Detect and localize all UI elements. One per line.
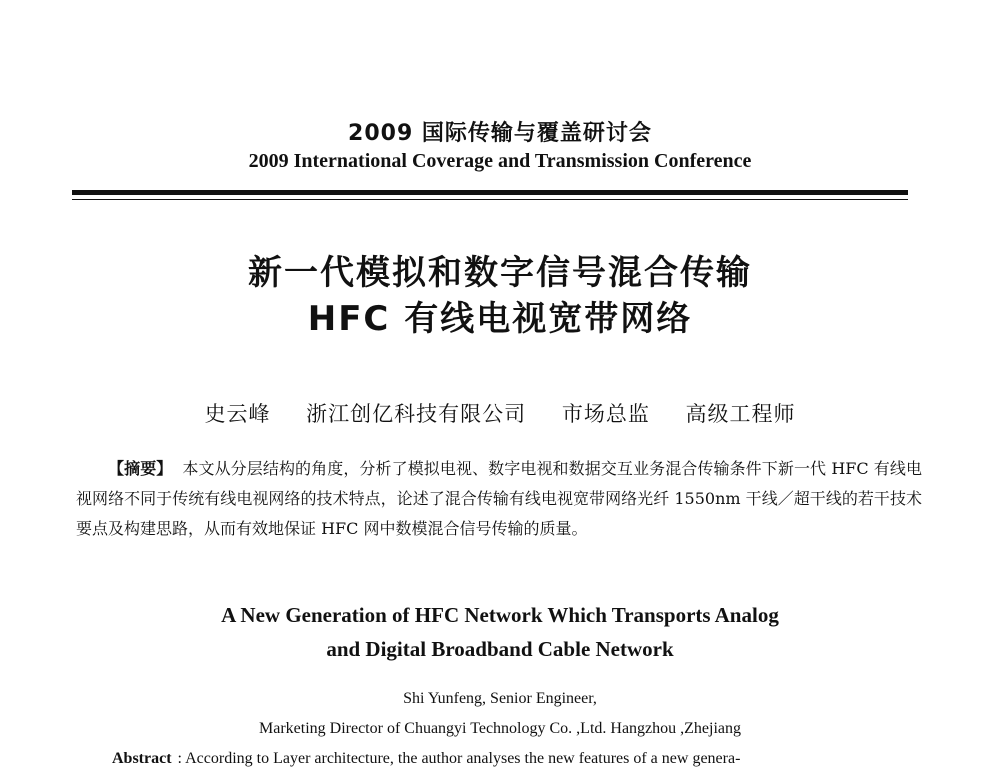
author-rank-cn: 高级工程师 [685,402,796,426]
author-info-en [0,684,1000,744]
author-role-cn: 市场总监 [561,402,650,426]
author-info-cn [0,398,1000,428]
author-name-cn: 史云峰 [204,402,271,426]
author-en-line1: Shi Yunfeng, Senior Engineer, [403,690,597,707]
paper-title-cn-line2: HFC 有线电视宽带网络 [307,299,693,339]
paper-title-en [0,598,1000,666]
author-company-cn: 浙江创亿科技有限公司 [306,402,527,426]
conference-name-en: 2009 International Coverage and Transmission Conference [248,150,752,172]
abstract-en-label: Abstract [112,750,172,767]
abstract-cn-label: 【摘要】 [108,459,173,478]
abstract-cn [76,454,922,544]
paper-title-cn [0,250,1000,342]
paper-title-en-line1: A New Generation of HFC Network Which Transports Analog [221,603,779,627]
paper-title-cn-line1: 新一代模拟和数字信号混合传输 [248,253,752,293]
conference-name-cn: 2009 国际传输与覆盖研讨会 [348,121,652,146]
abstract-en [112,748,932,770]
header-rule-thin [72,199,908,200]
paper-title-en-line2: and Digital Broadband Cable Network [326,637,674,661]
abstract-cn-text: 本文从分层结构的角度，分析了模拟电视、数字电视和数据交互业务混合传输条件下新一代 HFC 有线电视网络不同于传统有线电视网络的技术特点，论述了混合传输有线电视宽带网络光纤 1550nm 干线／超干线的若干技术要点及构建思路，从而有效地保证 HFC 网中数模混合信号传输的质量。 [76,459,922,538]
abstract-en-text: : According to Layer architecture, the author analyses the new features of a new genera- [177,750,741,767]
author-en-line2: Marketing Director of Chuangyi Technology Co. ,Ltd. Hangzhou ,Zhejiang [258,720,742,737]
header-rule-thick [72,190,908,195]
